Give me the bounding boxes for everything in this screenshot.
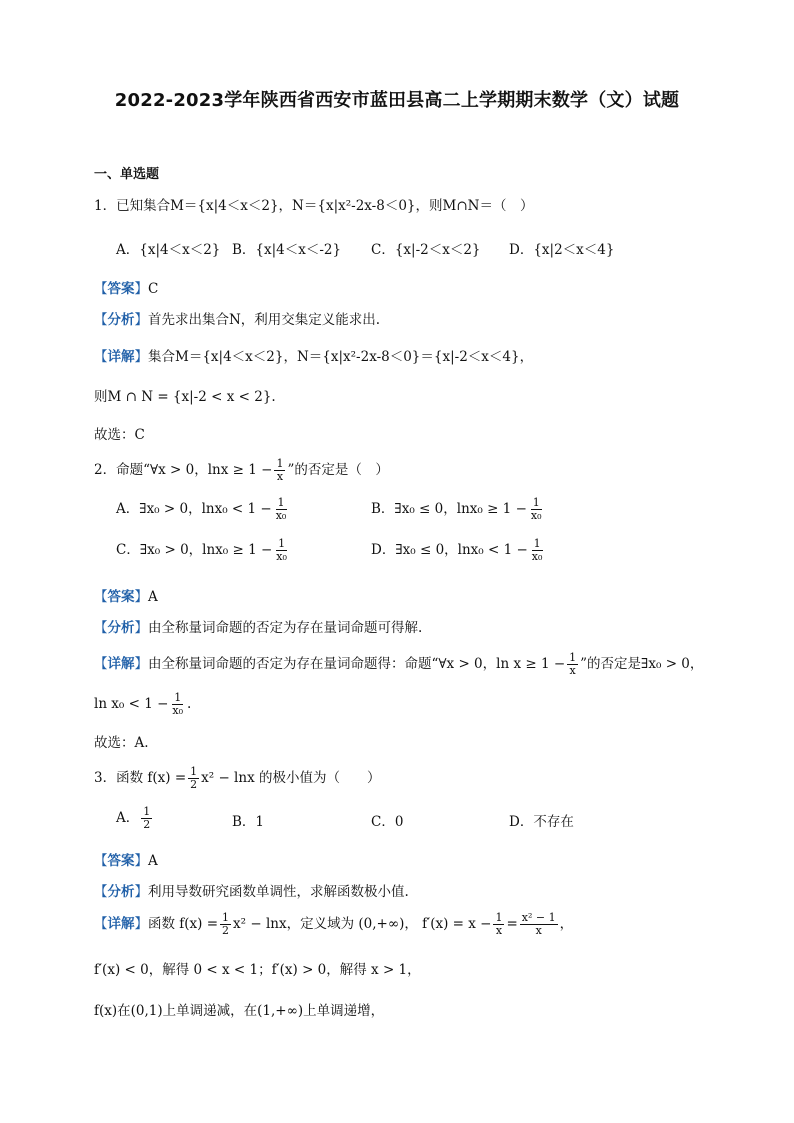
q1-analysis: 【分析】首先求出集合N，利用交集定义能求出. — [94, 312, 381, 328]
q1-detail: 【详解】集合M＝{x|4＜x＜2}，N＝{x|x²-2x-8＜0}＝{x|-2＜x＜4}， — [94, 349, 534, 365]
q3-detail-line3: f(x)在(0,1)上单调递减，在(1,+∞)上单调递增， — [94, 1003, 385, 1019]
q3-option-b: B．1 — [232, 814, 265, 830]
q3-answer: 【答案】A — [94, 853, 158, 869]
fraction: $\frac{1}{\text{x₀}}$ — [531, 537, 543, 563]
q3-option-d: D．不存在 — [509, 814, 574, 830]
q2-answer: 【答案】A — [94, 589, 158, 605]
section-heading: 一、单选题 — [94, 167, 160, 182]
q1-option-b: B．{x|4＜x＜-2} — [232, 242, 342, 258]
q2-option-c: C．∃x₀ > 0，lnx₀ ≥ 1 − $\frac{1}{\text{x₀}}$ — [116, 537, 287, 563]
q3-detail: 【详解】函数 f(x) = $\frac{1}{2}$ x² − lnx，定义域为 (0,+∞)， f′(x) = x − $\frac{1}{x}$ = $\frac{\text{x² − 1}}{x}$ ， — [94, 911, 574, 937]
q2-option-a: A．∃x₀ > 0，lnx₀ < 1 − $\frac{1}{\text{x₀}}$ — [116, 496, 287, 522]
fraction: $\frac{\text{x² − 1}}{x}$ — [521, 911, 556, 937]
fraction: $\frac{1}{x}$ — [569, 651, 577, 677]
q2-detail: 【详解】由全称量词命题的否定为存在量词命题得：命题“∀x > 0，ln x ≥ 1 − $\frac{1}{x}$ ”的否定是∃x₀ > 0， — [94, 651, 704, 677]
q2-option-b: B．∃x₀ ≤ 0，lnx₀ ≥ 1 − $\frac{1}{\text{x₀}}$ — [371, 496, 542, 522]
fraction: $\frac{1}{x}$ — [276, 457, 284, 483]
q1-option-a: A．{x|4＜x＜2} — [116, 242, 221, 258]
fraction: $\frac{1}{2}$ — [222, 911, 230, 937]
fraction: $\frac{1}{x}$ — [495, 911, 503, 937]
q2-choose: 故选：A. — [94, 735, 149, 751]
q1-option-d: D．{x|2＜x＜4} — [509, 242, 615, 258]
q2-option-d: D．∃x₀ ≤ 0，lnx₀ < 1 − $\frac{1}{\text{x₀}}$ — [371, 537, 543, 563]
q3-option-c: C．0 — [371, 814, 404, 830]
q3-detail-line2: f′(x) < 0，解得 0 < x < 1；f′(x) > 0，解得 x > 1， — [94, 962, 421, 978]
fraction: $\frac{1}{2}$ — [190, 765, 198, 791]
q1-stem-math: M＝{x|4＜x＜2}，N＝{x|x²-2x-8＜0}，则M∩N＝（ ） — [170, 198, 534, 214]
q3-stem: 3．函数 f(x) = $\frac{1}{2}$ x² − lnx 的极小值为（ ） — [94, 765, 381, 791]
q1-detail-result: 则M ∩ N = {x|-2 < x < 2}. — [94, 389, 276, 405]
q2-analysis: 【分析】由全称量词命题的否定为存在量词命题可得解. — [94, 620, 423, 636]
q1-choose: 故选：C — [94, 427, 145, 443]
fraction: $\frac{1}{\text{x₀}}$ — [275, 496, 287, 522]
q2-stem: 2．命题“∀x > 0，lnx ≥ 1 − $\frac{1}{x}$ ”的否定是（ ） — [94, 457, 389, 483]
page-title: 2022-2023学年陕西省西安市蓝田县高二上学期期末数学（文）试题 — [114, 90, 680, 111]
fraction: $\frac{1}{\text{x₀}}$ — [276, 537, 287, 563]
q1-answer: 【答案】C — [94, 281, 159, 297]
fraction: $\frac{1}{2}$ — [143, 805, 151, 831]
q3-analysis: 【分析】利用导数研究函数单调性，求解函数极小值. — [94, 884, 409, 900]
fraction: $\frac{1}{\text{x₀}}$ — [172, 691, 184, 717]
q3-option-a: A． $\frac{1}{2}$ — [116, 805, 151, 831]
q1-option-c: C．{x|-2＜x＜2} — [371, 242, 481, 258]
q2-detail-cont: ln x₀ < 1 − $\frac{1}{\text{x₀}}$ . — [94, 691, 192, 717]
fraction: $\frac{1}{\text{x₀}}$ — [530, 496, 542, 522]
q1-stem: 1．已知集合M＝{x|4＜x＜2}，N＝{x|x²-2x-8＜0}，则M∩N＝（ ） — [94, 198, 534, 214]
